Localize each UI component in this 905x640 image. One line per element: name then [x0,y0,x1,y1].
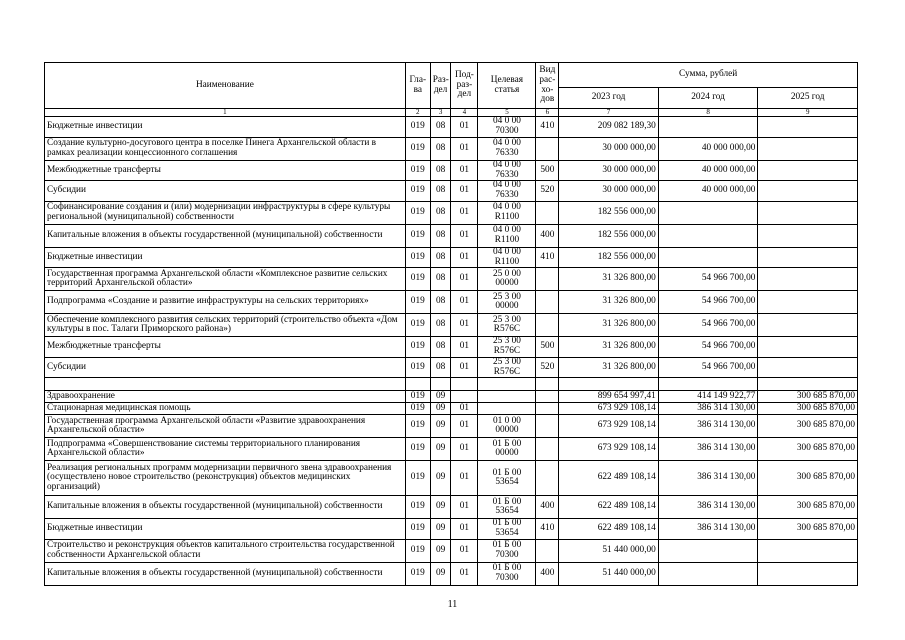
row-sum-2024-cell: 386 314 130,00 [658,415,758,438]
row-sum-2024-cell: 386 314 130,00 [658,519,758,540]
row-vid-cell [536,201,559,224]
row-vid-cell [536,438,559,461]
row-sum-2025-cell [758,137,858,160]
header-celevaya: Целевая статья [478,63,536,109]
row-sum-2025-cell [758,378,858,391]
row-celevaya-cell: 04 0 00 76330 [478,160,536,181]
row-sum-2023-cell: 673 929 108,14 [559,415,659,438]
index-cell: 9 [758,109,858,117]
row-glava-cell: 019 [405,391,430,403]
row-vid-cell [536,137,559,160]
row-vid-cell: 520 [536,181,559,202]
row-sum-2024-cell: 386 314 130,00 [658,438,758,461]
row-sum-2025-cell [758,562,858,585]
row-sum-2025-cell: 300 685 870,00 [758,415,858,438]
row-sum-2023-cell: 622 489 108,14 [559,496,659,519]
row-name-cell: Подпрограмма «Создание и развитие инфраструктуры на сельских территориях» [45,291,406,314]
row-razdel-cell: 08 [430,247,451,268]
row-sum-2024-cell: 54 966 700,00 [658,357,758,378]
row-celevaya-cell: 04 0 00 70300 [478,117,536,138]
row-razdel-cell: 08 [430,224,451,247]
row-sum-2025-cell [758,117,858,138]
header-2025: 2025 год [758,88,858,109]
row-podrazdel-cell: 01 [451,224,478,247]
header-name: Наименование [45,63,406,109]
row-sum-2024-cell: 54 966 700,00 [658,291,758,314]
row-podrazdel-cell [451,378,478,391]
row-glava-cell: 019 [405,137,430,160]
row-sum-2023-cell: 30 000 000,00 [559,137,659,160]
row-sum-2023-cell: 31 326 800,00 [559,314,659,337]
row-vid-cell [536,314,559,337]
row-name-cell: Капитальные вложения в объекты государственной (муниципальной) собственности [45,224,406,247]
row-sum-2023-cell: 622 489 108,14 [559,461,659,496]
row-glava-cell: 019 [405,201,430,224]
row-sum-2024-cell: 386 314 130,00 [658,461,758,496]
table-row [45,496,858,519]
table-row [45,160,858,181]
table-row [45,117,858,138]
row-vid-cell [536,415,559,438]
row-name-cell [45,378,406,391]
row-razdel-cell: 08 [430,181,451,202]
row-podrazdel-cell: 01 [451,438,478,461]
row-sum-2024-cell: 386 314 130,00 [658,403,758,415]
row-sum-2024-cell: 54 966 700,00 [658,314,758,337]
row-celevaya-cell: 01 Б 00 53654 [478,461,536,496]
row-sum-2024-cell: 54 966 700,00 [658,337,758,358]
row-name-cell: Государственная программа Архангельской области «Комплексное развитие сельских территорий Архангельской области» [45,268,406,291]
row-podrazdel-cell: 01 [451,415,478,438]
header-podrazdel: Под- раз- дел [451,63,478,109]
row-glava-cell: 019 [405,562,430,585]
row-podrazdel-cell: 01 [451,117,478,138]
row-celevaya-cell [478,391,536,403]
row-razdel-cell [430,378,451,391]
row-glava-cell: 019 [405,403,430,415]
row-sum-2024-cell [658,539,758,562]
page-number: 11 [447,599,458,610]
row-sum-2023-cell: 622 489 108,14 [559,519,659,540]
row-sum-2025-cell [758,201,858,224]
row-podrazdel-cell: 01 [451,403,478,415]
row-glava-cell: 019 [405,224,430,247]
row-sum-2024-cell: 54 966 700,00 [658,268,758,291]
row-podrazdel-cell: 01 [451,496,478,519]
row-sum-2025-cell [758,181,858,202]
row-name-cell: Капитальные вложения в объекты государственной (муниципальной) собственности [45,562,406,585]
row-celevaya-cell [478,403,536,415]
table-row [45,539,858,562]
row-vid-cell: 500 [536,160,559,181]
table-row [45,181,858,202]
row-sum-2023-cell: 209 082 189,30 [559,117,659,138]
row-razdel-cell: 09 [430,496,451,519]
index-cell: 2 [405,109,430,117]
row-vid-cell: 410 [536,247,559,268]
row-podrazdel-cell: 01 [451,461,478,496]
row-sum-2023-cell: 31 326 800,00 [559,337,659,358]
row-celevaya-cell: 04 0 00 76330 [478,181,536,202]
row-sum-2024-cell [658,201,758,224]
row-razdel-cell: 09 [430,539,451,562]
row-name-cell: Капитальные вложения в объекты государственной (муниципальной) собственности [45,496,406,519]
index-cell: 3 [430,109,451,117]
row-sum-2023-cell: 51 440 000,00 [559,562,659,585]
row-razdel-cell: 09 [430,403,451,415]
row-podrazdel-cell: 01 [451,357,478,378]
row-celevaya-cell: 04 0 00 R1100 [478,224,536,247]
row-razdel-cell: 08 [430,337,451,358]
row-vid-cell: 400 [536,496,559,519]
row-razdel-cell: 08 [430,268,451,291]
row-sum-2025-cell: 300 685 870,00 [758,496,858,519]
row-name-cell: Бюджетные инвестиции [45,519,406,540]
row-vid-cell: 410 [536,117,559,138]
row-name-cell: Государственная программа Архангельской области «Развитие здравоохранения Архангельской области» [45,415,406,438]
row-vid-cell [536,403,559,415]
row-name-cell: Здравоохранение [45,391,406,403]
row-name-cell: Межбюджетные трансферты [45,160,406,181]
row-podrazdel-cell: 01 [451,562,478,585]
row-razdel-cell: 08 [430,314,451,337]
row-razdel-cell: 09 [430,391,451,403]
row-sum-2023-cell: 30 000 000,00 [559,181,659,202]
row-razdel-cell: 09 [430,438,451,461]
table-row [45,378,858,391]
row-podrazdel-cell: 01 [451,268,478,291]
row-sum-2025-cell [758,224,858,247]
row-podrazdel-cell: 01 [451,160,478,181]
row-glava-cell: 019 [405,268,430,291]
row-sum-2025-cell [758,291,858,314]
row-sum-2024-cell [658,224,758,247]
row-sum-2023-cell: 31 326 800,00 [559,291,659,314]
row-glava-cell: 019 [405,181,430,202]
index-cell: 7 [559,109,659,117]
row-glava-cell: 019 [405,117,430,138]
row-podrazdel-cell: 01 [451,519,478,540]
row-sum-2024-cell: 40 000 000,00 [658,181,758,202]
row-name-cell: Подпрограмма «Совершенствование системы территориального планирования Архангельской области» [45,438,406,461]
row-razdel-cell: 08 [430,201,451,224]
table-row [45,268,858,291]
table-row [45,519,858,540]
row-sum-2023-cell: 51 440 000,00 [559,539,659,562]
row-sum-2025-cell [758,357,858,378]
table-row [45,562,858,585]
row-glava-cell: 019 [405,415,430,438]
row-celevaya-cell: 01 Б 00 70300 [478,562,536,585]
row-name-cell: Обеспечение комплексного развития сельских территорий (строительство объекта «Дом культуры в пос. Талаги Приморского района») [45,314,406,337]
row-vid-cell [536,378,559,391]
row-name-cell: Бюджетные инвестиции [45,247,406,268]
row-name-cell: Создание культурно-досугового центра в поселке Пинега Архангельской области в рамках реализации концессионного соглашения [45,137,406,160]
table-row [45,403,858,415]
row-sum-2025-cell [758,337,858,358]
index-cell: 6 [536,109,559,117]
row-podrazdel-cell: 01 [451,181,478,202]
row-podrazdel-cell: 01 [451,337,478,358]
header-2024: 2024 год [658,88,758,109]
row-sum-2024-cell [658,117,758,138]
table-row [45,415,858,438]
row-sum-2025-cell [758,314,858,337]
row-glava-cell: 019 [405,291,430,314]
row-celevaya-cell: 04 0 00 R1100 [478,201,536,224]
budget-table [44,62,858,586]
row-sum-2025-cell [758,247,858,268]
row-celevaya-cell: 25 3 00 00000 [478,291,536,314]
row-sum-2023-cell: 182 556 000,00 [559,247,659,268]
header-vid: Вид рас- хо- дов [536,63,559,109]
row-vid-cell: 500 [536,337,559,358]
row-razdel-cell: 08 [430,291,451,314]
row-razdel-cell: 09 [430,415,451,438]
row-vid-cell [536,291,559,314]
row-sum-2025-cell [758,268,858,291]
index-row [45,109,858,117]
row-name-cell: Субсидии [45,181,406,202]
row-razdel-cell: 08 [430,160,451,181]
row-sum-2025-cell: 300 685 870,00 [758,391,858,403]
row-podrazdel-cell: 01 [451,247,478,268]
table-row [45,438,858,461]
table-row [45,357,858,378]
row-celevaya-cell: 25 3 00 R576C [478,314,536,337]
row-vid-cell [536,539,559,562]
row-name-cell: Софинансирование создания и (или) модернизации инфраструктуры в сфере культуры региональной (муниципальной) собственности [45,201,406,224]
index-cell: 5 [478,109,536,117]
row-sum-2023-cell: 899 654 997,41 [559,391,659,403]
row-podrazdel-cell: 01 [451,539,478,562]
row-glava-cell: 019 [405,519,430,540]
row-razdel-cell: 08 [430,117,451,138]
row-sum-2025-cell: 300 685 870,00 [758,519,858,540]
row-celevaya-cell: 01 Б 00 00000 [478,438,536,461]
row-razdel-cell: 09 [430,562,451,585]
row-podrazdel-cell: 01 [451,201,478,224]
row-glava-cell: 019 [405,160,430,181]
row-name-cell: Межбюджетные трансферты [45,337,406,358]
row-name-cell: Стационарная медицинская помощь [45,403,406,415]
table-row [45,201,858,224]
row-glava-cell [405,378,430,391]
row-vid-cell [536,268,559,291]
row-celevaya-cell: 25 3 00 R576C [478,337,536,358]
row-vid-cell: 400 [536,562,559,585]
row-sum-2024-cell: 40 000 000,00 [658,160,758,181]
header-razdel: Раз- дел [430,63,451,109]
row-celevaya-cell: 01 Б 00 53654 [478,496,536,519]
row-podrazdel-cell: 01 [451,291,478,314]
table-row [45,247,858,268]
row-sum-2024-cell: 40 000 000,00 [658,137,758,160]
row-vid-cell [536,461,559,496]
row-celevaya-cell: 01 0 00 00000 [478,415,536,438]
row-vid-cell: 400 [536,224,559,247]
row-celevaya-cell: 04 0 00 76330 [478,137,536,160]
row-sum-2024-cell [658,247,758,268]
row-name-cell: Реализация региональных программ модернизации первичного звена здравоохранения (осуществлено новое строительство (реконструкция) объектов медицинских организаций) [45,461,406,496]
row-celevaya-cell: 01 Б 00 53654 [478,519,536,540]
row-sum-2023-cell: 673 929 108,14 [559,438,659,461]
index-cell: 1 [45,109,406,117]
row-name-cell: Строительство и реконструкция объектов капитального строительства государственной собственности Архангельской области [45,539,406,562]
row-sum-2023-cell: 673 929 108,14 [559,403,659,415]
row-sum-2025-cell: 300 685 870,00 [758,461,858,496]
table-row [45,314,858,337]
row-razdel-cell: 08 [430,357,451,378]
row-razdel-cell: 09 [430,461,451,496]
header-summa: Сумма, рублей [559,63,858,88]
row-sum-2023-cell: 182 556 000,00 [559,224,659,247]
row-glava-cell: 019 [405,314,430,337]
row-podrazdel-cell: 01 [451,314,478,337]
header-2023: 2023 год [559,88,659,109]
row-vid-cell: 410 [536,519,559,540]
row-glava-cell: 019 [405,496,430,519]
row-podrazdel-cell: 01 [451,137,478,160]
row-sum-2023-cell [559,378,659,391]
table-row [45,224,858,247]
table-row [45,291,858,314]
index-cell: 4 [451,109,478,117]
row-sum-2023-cell: 182 556 000,00 [559,201,659,224]
row-celevaya-cell: 25 0 00 00000 [478,268,536,291]
row-sum-2024-cell: 414 149 922,77 [658,391,758,403]
row-sum-2025-cell [758,539,858,562]
row-celevaya-cell: 01 Б 00 70300 [478,539,536,562]
row-celevaya-cell [478,378,536,391]
row-sum-2024-cell: 386 314 130,00 [658,496,758,519]
row-razdel-cell: 09 [430,519,451,540]
row-sum-2024-cell [658,562,758,585]
table-row [45,391,858,403]
row-glava-cell: 019 [405,539,430,562]
table-row [45,337,858,358]
row-sum-2023-cell: 31 326 800,00 [559,357,659,378]
row-celevaya-cell: 04 0 00 R1100 [478,247,536,268]
row-celevaya-cell: 25 3 00 R576C [478,357,536,378]
row-sum-2023-cell: 31 326 800,00 [559,268,659,291]
row-glava-cell: 019 [405,461,430,496]
row-vid-cell: 520 [536,357,559,378]
row-glava-cell: 019 [405,337,430,358]
row-sum-2025-cell [758,160,858,181]
row-name-cell: Субсидии [45,357,406,378]
row-glava-cell: 019 [405,357,430,378]
row-glava-cell: 019 [405,247,430,268]
row-razdel-cell: 08 [430,137,451,160]
index-cell: 8 [658,109,758,117]
row-vid-cell [536,391,559,403]
table-row [45,137,858,160]
row-sum-2024-cell [658,378,758,391]
header-glava: Гла- ва [405,63,430,109]
row-name-cell: Бюджетные инвестиции [45,117,406,138]
row-sum-2023-cell: 30 000 000,00 [559,160,659,181]
table-row [45,461,858,496]
row-podrazdel-cell [451,391,478,403]
row-sum-2025-cell: 300 685 870,00 [758,403,858,415]
table-body [45,109,858,586]
row-glava-cell: 019 [405,438,430,461]
row-sum-2025-cell: 300 685 870,00 [758,438,858,461]
